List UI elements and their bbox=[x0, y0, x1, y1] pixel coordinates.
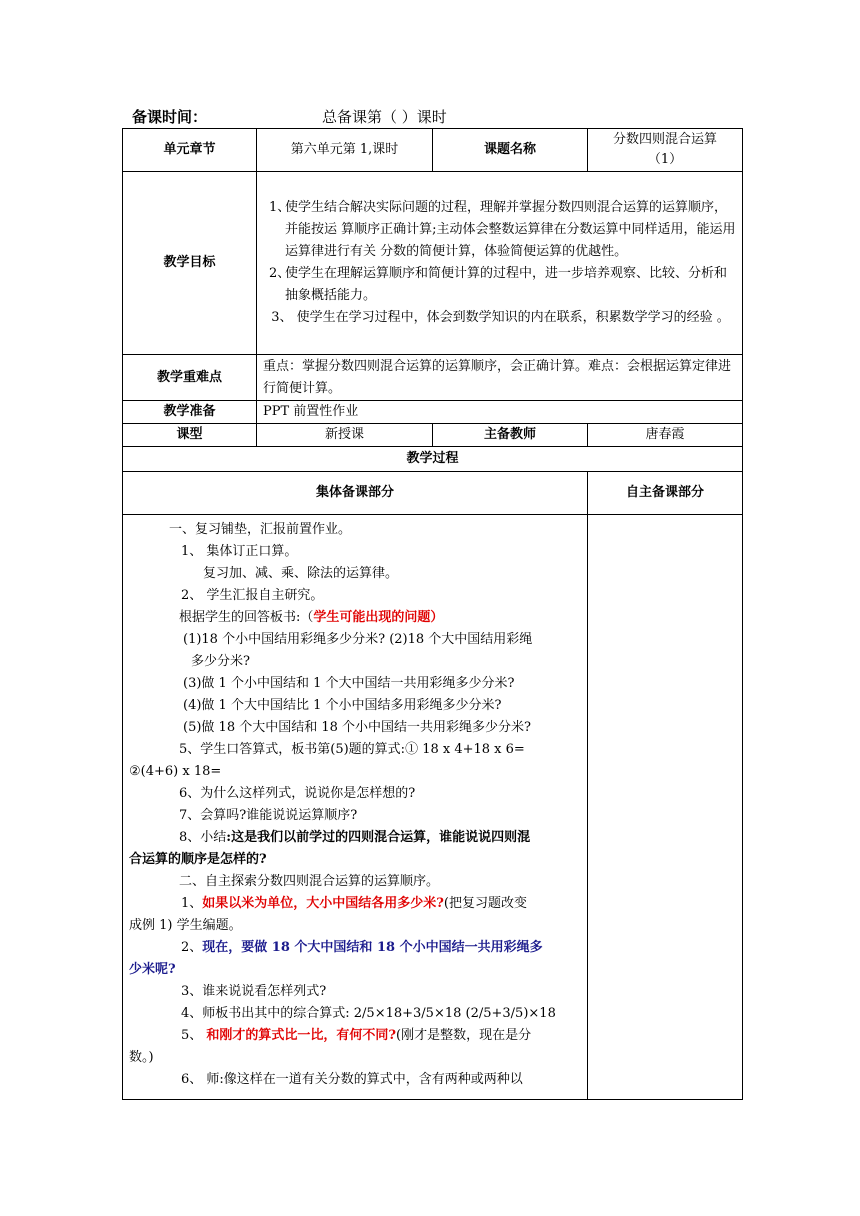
process-line bbox=[129, 893, 583, 915]
type-value: 新授课 bbox=[257, 424, 433, 447]
process-line bbox=[129, 827, 583, 849]
process-line: 3、谁来说说看怎样列式? bbox=[181, 984, 327, 999]
topic-value-line2: （1） bbox=[647, 152, 683, 167]
type-row bbox=[123, 424, 743, 447]
process-line: (1)18 个小中国结用彩绳多少分米? (2)18 个大中国结用彩绳 bbox=[183, 632, 533, 647]
process-line: 少米呢? bbox=[129, 962, 176, 977]
unit-value: 第六单元第 1,课时 bbox=[257, 129, 433, 172]
process-line: (3)做 1 个小中国结和 1 个大中国结一共用彩绳多少分米? bbox=[183, 676, 515, 691]
process-line: 一、复习铺垫，汇报前置作业。 bbox=[169, 522, 352, 537]
goal-num: 1、 bbox=[269, 200, 291, 215]
highlight-text: 学生可能出现的问题 bbox=[313, 610, 431, 625]
self-prep-header: 自主备课部分 bbox=[588, 472, 743, 515]
prep-label: 教学准备 bbox=[123, 401, 257, 424]
topic-value-line1: 分数四则混合运算 bbox=[612, 132, 717, 147]
process-line bbox=[129, 607, 583, 629]
process-line: ②(4+6) x 18= bbox=[129, 764, 222, 779]
prep-time-label: 备课时间： bbox=[132, 108, 208, 126]
collective-prep-header: 集体备课部分 bbox=[123, 472, 588, 515]
process-line: 复习加、减、乘、除法的运算律。 bbox=[203, 566, 399, 581]
process-text: 根据学生的回答板书:（ bbox=[179, 610, 314, 625]
process-line: (5)做 18 个大中国结和 18 个小中国结一共用彩绳多少分米? bbox=[183, 720, 531, 735]
process-line: 数。) bbox=[129, 1050, 154, 1065]
process-text: (把复习题改变 bbox=[443, 896, 527, 911]
process-title-row bbox=[123, 447, 743, 472]
key-points-label: 教学重难点 bbox=[123, 355, 257, 401]
topic-value bbox=[588, 129, 743, 172]
process-line: 二、自主探索分数四则混合运算的运算顺序。 bbox=[179, 874, 440, 889]
type-label: 课型 bbox=[123, 424, 257, 447]
process-line: 合运算的顺序是怎样的? bbox=[129, 852, 267, 867]
prep-text: PPT 前置性作业 bbox=[257, 401, 743, 424]
process-text: 5、 bbox=[181, 1028, 207, 1043]
goals-content bbox=[257, 172, 743, 355]
goal-item bbox=[263, 307, 736, 329]
key-points-row bbox=[123, 355, 743, 401]
process-text: 1、 bbox=[181, 896, 203, 911]
teacher-label: 主备教师 bbox=[433, 424, 588, 447]
goal-text: 使学生在学习过程中，体会到数学知识的内在联系，积累数学学习的经验 。 bbox=[292, 310, 730, 325]
process-body-row bbox=[123, 515, 743, 1100]
process-line: 6、为什么这样列式，说说你是怎样想的? bbox=[179, 786, 416, 801]
goal-num: 2、 bbox=[269, 266, 291, 281]
goal-item bbox=[263, 197, 736, 263]
process-line: 6、 师:像这样在一道有关分数的算式中，含有两种或两种以 bbox=[181, 1072, 523, 1087]
highlight-text: 如果以米为单位，大小中国结各用多少米? bbox=[202, 896, 444, 911]
process-line: 成例 1) 学生编题。 bbox=[129, 918, 242, 933]
process-line: 7、会算吗?谁能说说运算顺序? bbox=[179, 808, 358, 823]
process-header-row bbox=[123, 472, 743, 515]
self-prep-content bbox=[588, 515, 743, 1100]
process-title: 教学过程 bbox=[123, 447, 743, 472]
total-lesson-label: 总备课第（ ）课时 bbox=[322, 108, 447, 126]
goals-label: 教学目标 bbox=[123, 172, 257, 355]
prep-row bbox=[123, 401, 743, 424]
collective-prep-content bbox=[123, 515, 588, 1100]
process-line bbox=[129, 937, 583, 959]
process-line bbox=[129, 1025, 583, 1047]
highlight-text: ） bbox=[430, 610, 444, 625]
goal-text: 使学生在理解运算顺序和简便计算的过程中，进一步培养观察、比较、分析和抽象概括能力。 bbox=[285, 266, 728, 303]
lesson-plan-table bbox=[122, 128, 743, 1100]
goal-text: 使学生结合解决实际问题的过程，理解并掌握分数四则混合运算的运算顺序，并能按运 算顺序正确计算;主动体会整数运算律在分数运算中同样适用，能运用运算律进行有关 分数的简便计算，体验简便运算的优越性。 bbox=[285, 200, 736, 259]
bold-text: :这是我们以前学过的四则混合运算，谁能说说四则混 bbox=[226, 830, 531, 845]
process-line: 5、学生口答算式，板书第(5)题的算式:① 18 x 4+18 x 6= bbox=[179, 742, 525, 757]
unit-label: 单元章节 bbox=[123, 129, 257, 172]
process-line: 2、 学生汇报自主研究。 bbox=[181, 588, 324, 603]
teacher-value: 唐春霞 bbox=[588, 424, 743, 447]
key-points-text: 重点：掌握分数四则混合运算的运算顺序，会正确计算。难点：会根据运算定律进行简便计算。 bbox=[257, 355, 743, 401]
goal-item bbox=[263, 263, 736, 307]
highlight-text: 和刚才的算式比一比，有何不同? bbox=[206, 1028, 397, 1043]
blue-text: 现在，要做 18 个大中国结和 18 个小中国结一共用彩绳多 bbox=[202, 940, 543, 955]
process-text: (刚才是整数，现在是分 bbox=[396, 1028, 532, 1043]
process-line: (4)做 1 个大中国结比 1 个小中国结多用彩绳多少分米? bbox=[183, 698, 502, 713]
process-line: 4、师板书出其中的综合算式: 2/5×18+3/5×18 (2/5+3/5)×18 bbox=[181, 1006, 556, 1021]
goals-row bbox=[123, 172, 743, 355]
topic-label: 课题名称 bbox=[433, 129, 588, 172]
unit-row bbox=[123, 129, 743, 172]
process-text: 8、小结 bbox=[179, 830, 227, 845]
goal-num: 3、 bbox=[271, 310, 293, 325]
process-line: 多少分米? bbox=[191, 654, 250, 669]
process-text: 2、 bbox=[181, 940, 203, 955]
process-line: 1、 集体订正口算。 bbox=[181, 544, 298, 559]
